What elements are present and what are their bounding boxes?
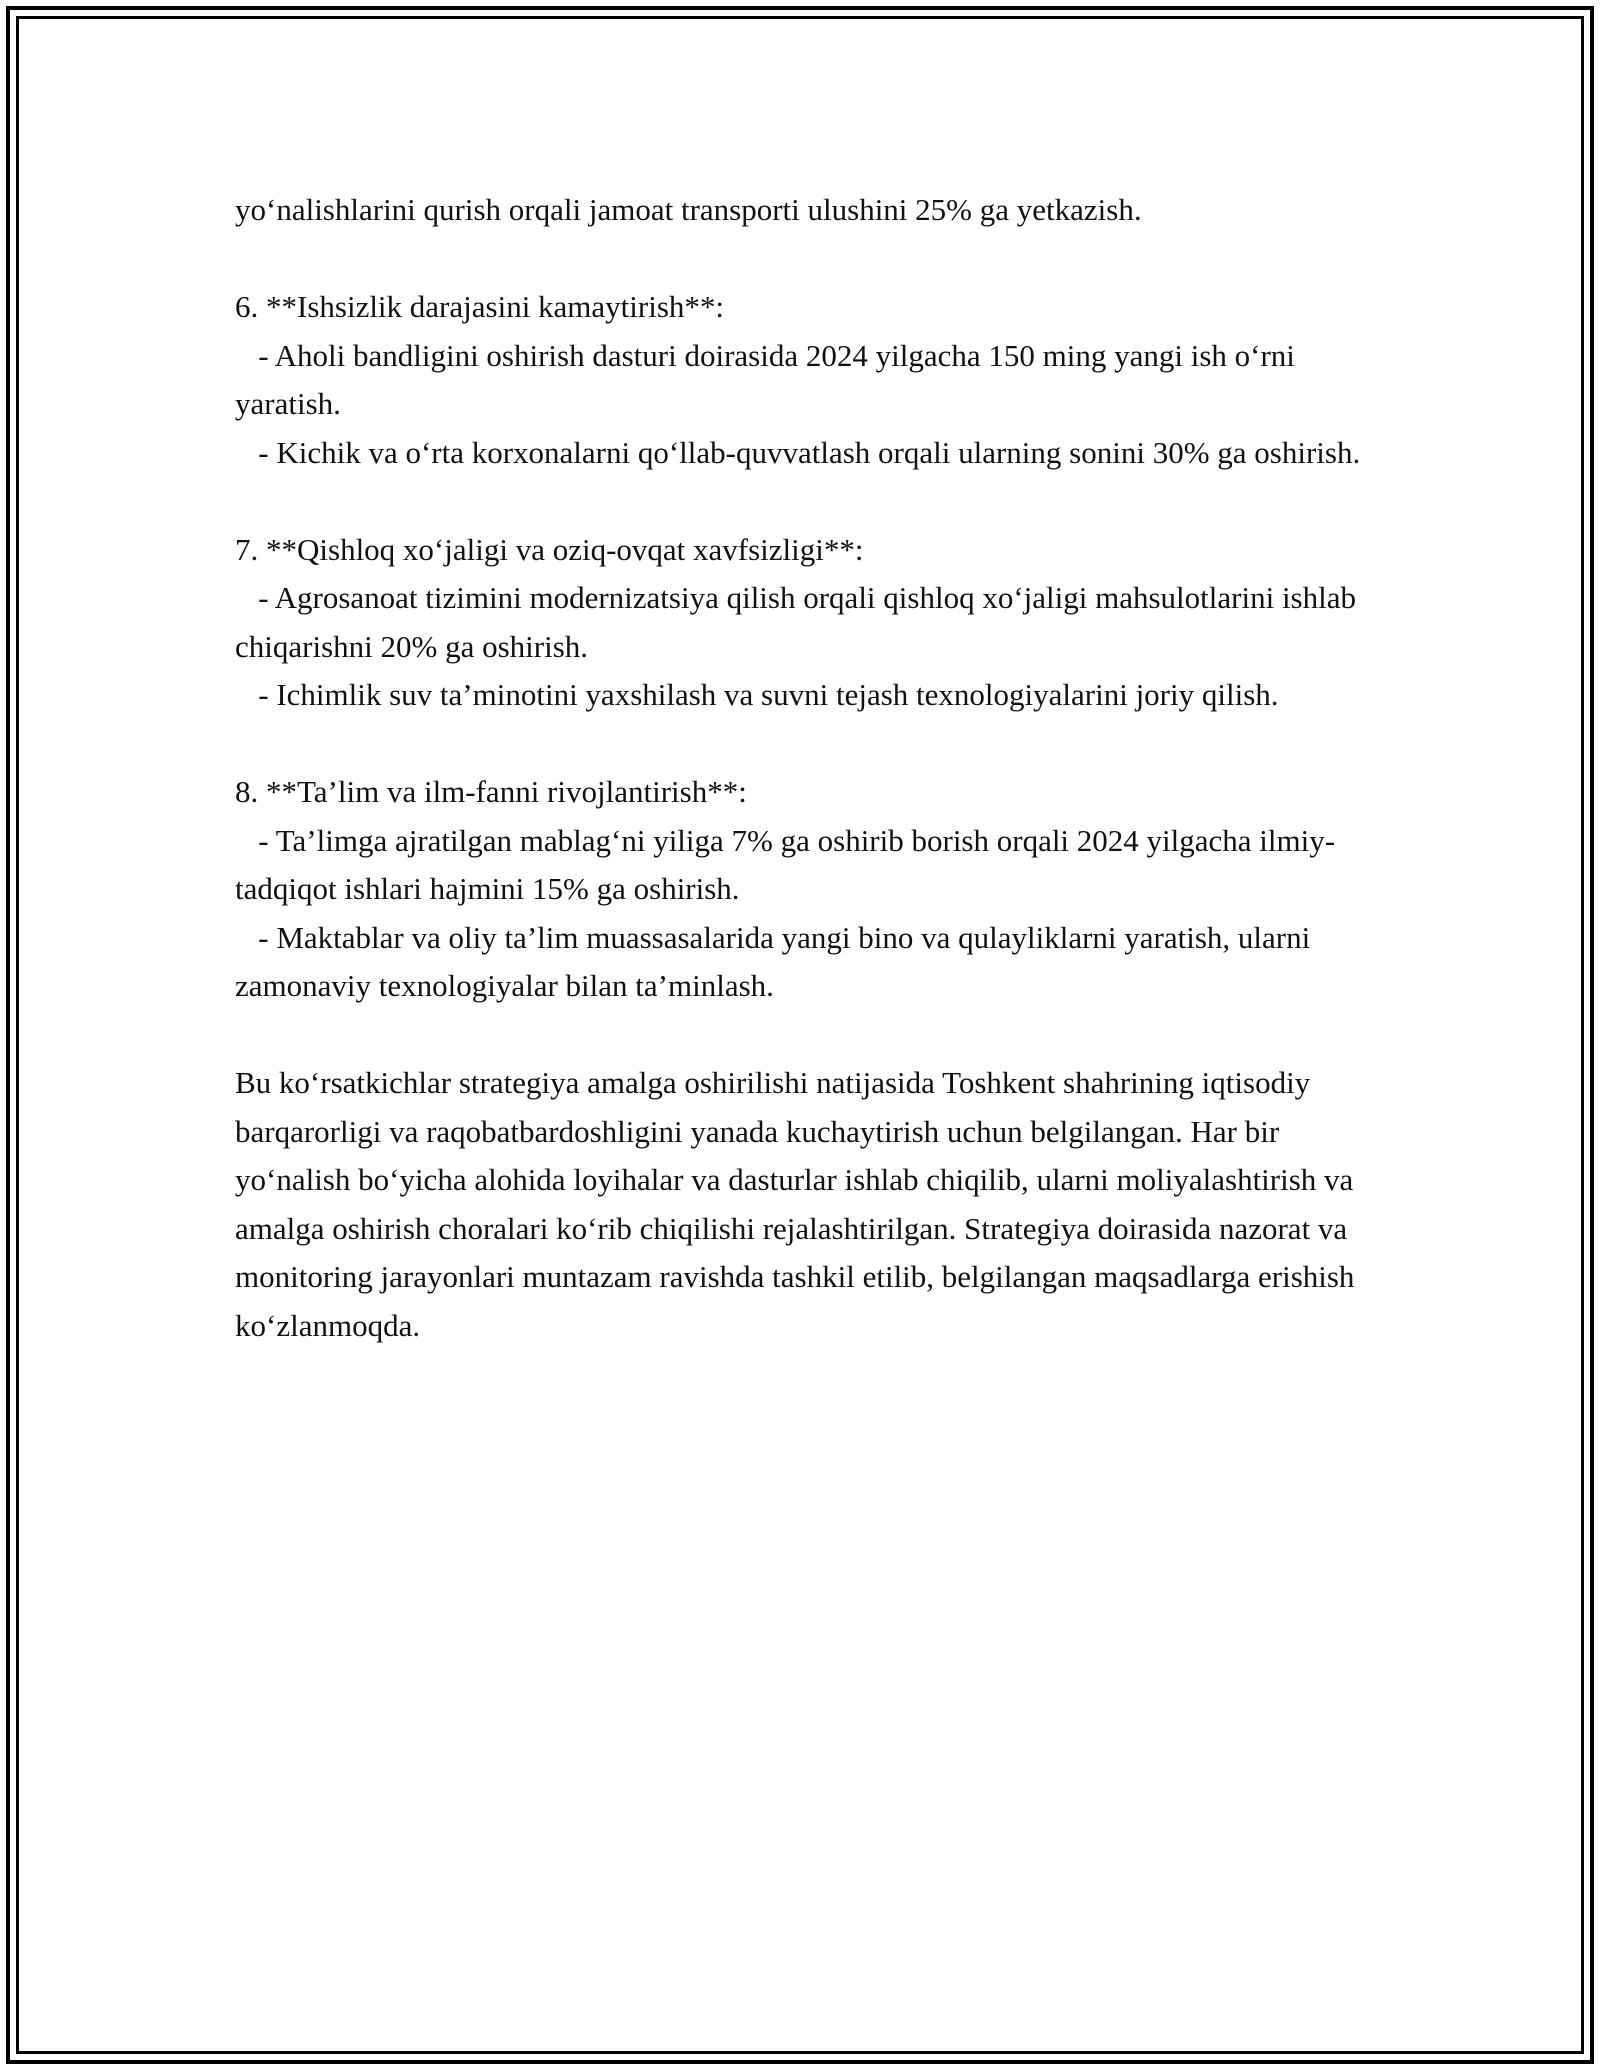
- section-6-item-1: - Aholi bandligini oshirish dasturi doirasida 2024 yilgacha 150 ming yangi ish o‘rni yaratish.: [235, 337, 1303, 421]
- section-7-item-2: - Ichimlik suv ta’minotini yaxshilash va suvni tejash texnologiyalarini joriy qilish.: [235, 677, 1279, 712]
- section-7-heading: 7. **Qishloq xo‘jaligi va oziq-ovqat xavfsizligi**:: [235, 531, 864, 567]
- closing-paragraph: Bu ko‘rsatkichlar strategiya amalga oshirilishi natijasida Toshkent shahrining iqtisodiy barqarorligi va raqobatbardoshligini yanada kuchaytirish uchun belgilangan. Har bir yo‘nalish bo‘yicha alohida loyihalar va dasturlar ishlab chiqilib, ularni moliyalashtirish va amalga oshirish choralari ko‘rib chiqilishi rejalashtirilgan. Strategiya doirasida nazorat va monitoring jarayonlari muntazam ravishda tashkil etilib, belgilangan maqsadlarga erishish ko‘zlanmoqda.: [235, 1065, 1363, 1343]
- section-8-item-1: - Ta’limga ajratilgan mablag‘ni yiliga 7% ga oshirib borish orqali 2024 yilgacha ilmiy-tadqiqot ishlari hajmini 15% ga oshirish.: [235, 822, 1336, 906]
- continuation-line: yo‘nalishlarini qurish orqali jamoat transporti ulushini 25% ga yetkazish.: [235, 192, 1142, 227]
- paragraph-gap: [235, 235, 1365, 284]
- section-8-heading: 8. **Ta’lim va ilm-fanni rivojlantirish**:: [235, 774, 747, 809]
- paragraph-gap: [235, 477, 1365, 526]
- paragraph-gap: [235, 1011, 1365, 1060]
- section-6-heading: 6. **Ishsizlik darajasini kamaytirish**:: [235, 289, 725, 324]
- document-body: [235, 186, 1365, 1350]
- section-8-item-2: - Maktablar va oliy ta’lim muassasalarida yangi bino va qulayliklarni yaratish, ularni zamonaviy texnologiyalar bilan ta’minlash.: [235, 919, 1318, 1003]
- section-7-item-1: - Agrosanoat tizimini modernizatsiya qilish orqali qishloq xo‘jaligi mahsulotlarini ishlab chiqarishni 20% ga oshirish.: [235, 580, 1364, 664]
- paragraph-gap: [235, 720, 1365, 769]
- section-6-item-2: - Kichik va o‘rta korxonalarni qo‘llab-quvvatlash orqali ularning sonini 30% ga oshirish.: [235, 434, 1361, 470]
